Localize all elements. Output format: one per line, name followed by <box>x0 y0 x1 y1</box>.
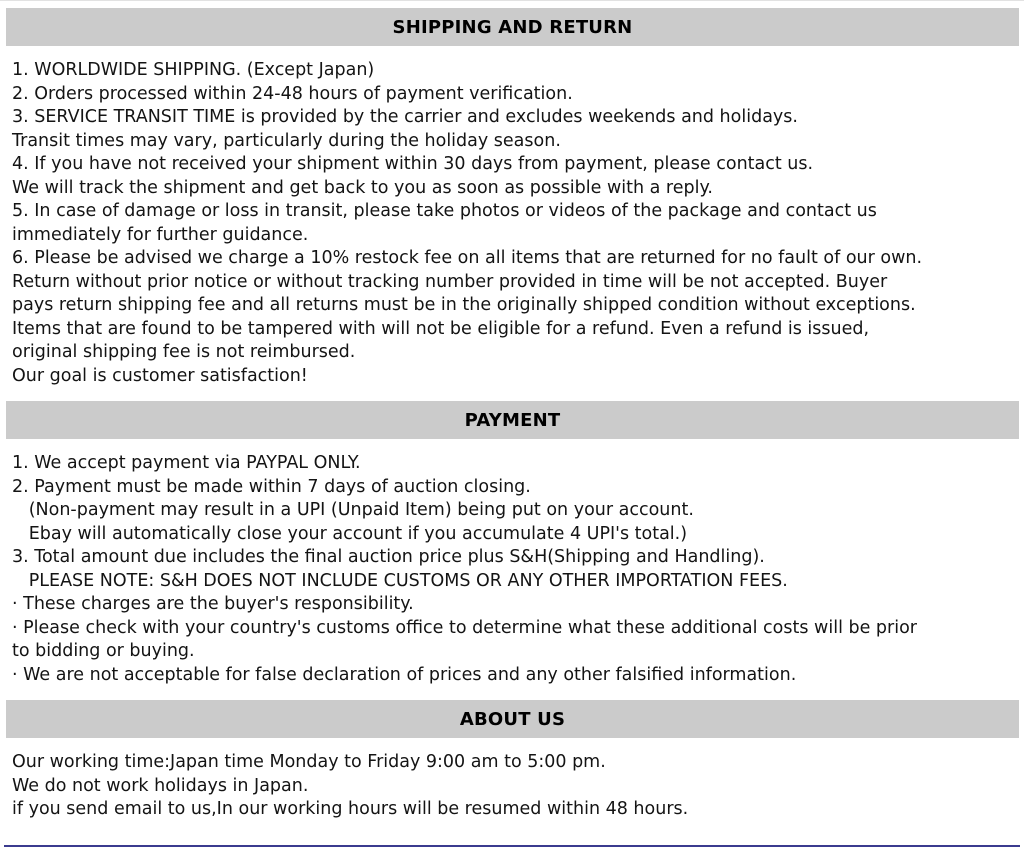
section-body-shipping-and-return <box>0 46 1024 401</box>
text-line: pays return shipping fee and all returns must be in the originally shipped condition without exceptions. <box>12 295 916 315</box>
text-line: We do not work holidays in Japan. <box>12 775 309 796</box>
text-line: (Non-payment may result in a UPI (Unpaid Item) being put on your account. <box>12 500 694 520</box>
text-line: Items that are found to be tampered with will not be eligible for a refund. Even a refund is issued, <box>12 318 870 339</box>
text-line: if you send email to us,In our working hours will be resumed within 48 hours. <box>12 799 689 819</box>
text-line: 2. Orders processed within 24-48 hours of payment verification. <box>12 83 573 104</box>
text-line: Ebay will automatically close your account if you accumulate 4 UPI's total.) <box>12 523 688 544</box>
section-header-shipping-and-return: SHIPPING AND RETURN <box>6 8 1019 46</box>
text-line: 2. Payment must be made within 7 days of auction closing. <box>12 476 531 497</box>
text-line: · Please check with your country's customs office to determine what these additional costs will be prior <box>12 617 917 638</box>
text-line: 1. We accept payment via PAYPAL ONLY. <box>12 453 361 473</box>
text-line: 6. Please be advised we charge a 10% restock fee on all items that are returned for no fault of our own. <box>12 248 923 268</box>
text-line: 4. If you have not received your shipment within 30 days from payment, please contact us. <box>12 154 814 174</box>
text-line: · These charges are the buyer's responsibility. <box>12 594 414 614</box>
section-body-payment <box>0 439 1024 700</box>
section-payment <box>0 401 1024 700</box>
section-header-payment: PAYMENT <box>6 401 1019 439</box>
text-line: original shipping fee is not reimbursed. <box>12 342 356 362</box>
section-about-us <box>0 700 1024 835</box>
text-line: 5. In case of damage or loss in transit, please take photos or videos of the package and contact us <box>12 201 877 221</box>
text-line: Our goal is customer satisfaction! <box>12 365 308 386</box>
text-line: to bidding or buying. <box>12 641 195 661</box>
bottom-divider <box>4 845 1020 847</box>
section-header-about-us: ABOUT US <box>6 700 1019 738</box>
section-body-about-us <box>0 738 1024 835</box>
section-shipping-and-return <box>0 8 1024 401</box>
text-line: PLEASE NOTE: S&H DOES NOT INCLUDE CUSTOMS OR ANY OTHER IMPORTATION FEES. <box>12 570 788 591</box>
text-line: Our working time:Japan time Monday to Friday 9:00 am to 5:00 pm. <box>12 752 606 772</box>
text-line: 1. WORLDWIDE SHIPPING. (Except Japan) <box>12 60 375 80</box>
text-line: 3. SERVICE TRANSIT TIME is provided by the carrier and excludes weekends and holidays. <box>12 107 798 127</box>
text-line: 3. Total amount due includes the final auction price plus S&H(Shipping and Handling). <box>12 547 765 567</box>
text-line: We will track the shipment and get back to you as soon as possible with a reply. <box>12 177 713 198</box>
text-line: · We are not acceptable for false declaration of prices and any other falsified information. <box>12 664 797 685</box>
text-line: Transit times may vary, particularly during the holiday season. <box>12 130 561 151</box>
text-line: immediately for further guidance. <box>12 224 309 245</box>
text-line: Return without prior notice or without tracking number provided in time will be not accepted. Buyer <box>12 271 888 292</box>
